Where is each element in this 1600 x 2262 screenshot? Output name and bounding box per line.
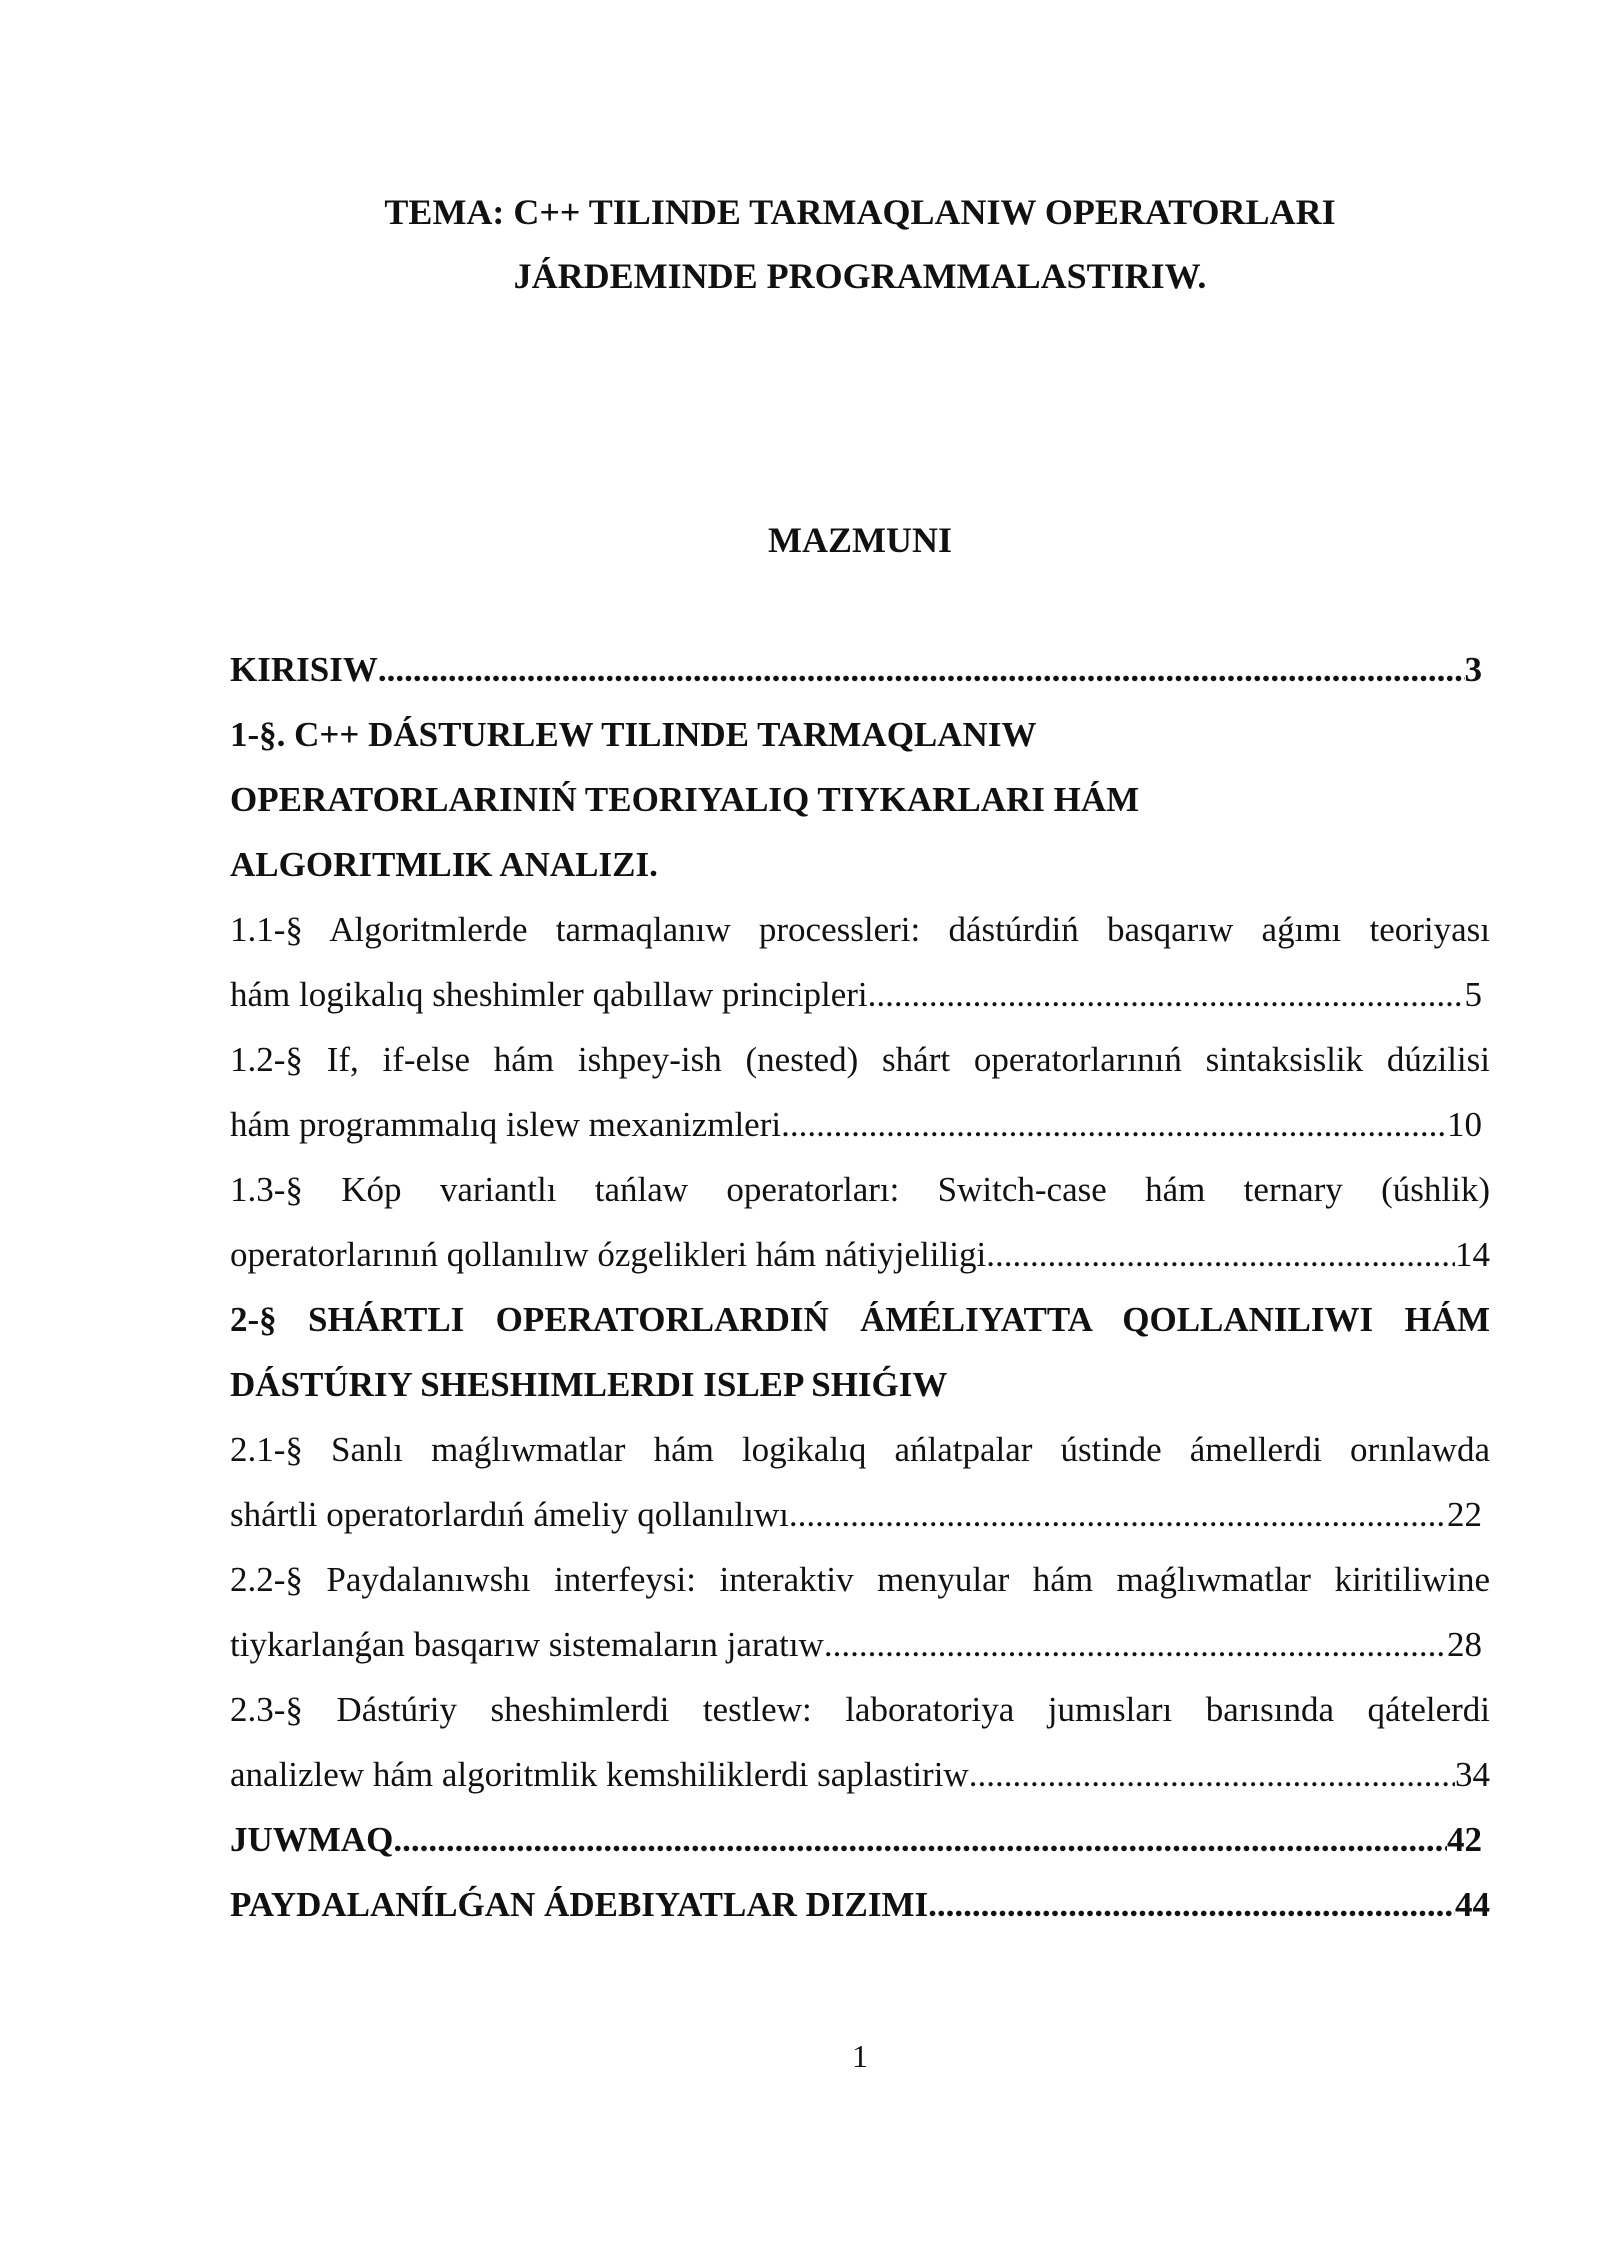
toc-leader-dots — [781, 1092, 1447, 1157]
toc-entry-text: hám programmalıq islew mexanizmleri — [230, 1105, 782, 1144]
toc-chapter-2-line-1: 2-§ SHÁRTLI OPERATORLARDIŃ ÁMÉLIYATTA QOLLANILIWI HÁM — [230, 1300, 1490, 1339]
toc-entry-text: PAYDALANÍLǴAN ÁDEBIYATLAR DIZIMI — [230, 1885, 929, 1924]
toc-section-2-1-line-1: 2.1-§ Sanlı maǵlıwmatlar hám logikalıq ańlatpalar ústinde ámellerdi orınlawda — [230, 1430, 1490, 1469]
toc-leader-dots — [789, 1482, 1447, 1547]
toc-section-1-1-line-2 — [230, 962, 1490, 1027]
toc-entry-text: operatorlarınıń qollanılıw ózgelikleri hám nátiyjeliligi — [230, 1235, 987, 1274]
toc-page-number: 14 — [1455, 1235, 1490, 1274]
toc-chapter-1-line-3: ALGORITMLIK ANALIZI. — [230, 845, 658, 884]
toc-leader-dots — [378, 637, 1465, 702]
toc-entry-text: hám logikalıq sheshimler qabıllaw principleri — [230, 975, 868, 1014]
contents-heading: MAZMUNI — [768, 520, 952, 560]
toc-leader-dots — [868, 962, 1465, 1027]
toc-section-2-2-line-1: 2.2-§ Paydalanıwshı interfeysi: interaktiv menyular hám maǵlıwmatlar kiritiliwine — [230, 1560, 1490, 1599]
page-number: 1 — [852, 2038, 868, 2074]
toc-section-2-3-line-1: 2.3-§ Dástúriy sheshimlerdi testlew: laboratoriya jumısları barısında qátelerdi — [230, 1690, 1490, 1729]
toc-page-number: 3 — [1464, 650, 1482, 689]
toc-page-number: 28 — [1447, 1625, 1482, 1664]
toc-chapter-1-line-1: 1-§. C++ DÁSTURLEW TILINDE TARMAQLANIW — [230, 715, 1037, 754]
title-line-1: TEMA: C++ TILINDE TARMAQLANIW OPERATORLARI — [384, 192, 1336, 232]
toc-entry-text: KIRISIW — [230, 650, 378, 689]
toc-entry-text: shártli operatorlardıń ámeliy qollanılıwı — [230, 1495, 789, 1534]
toc-section-1-3-line-2 — [230, 1222, 1490, 1287]
document-title — [230, 180, 1490, 308]
toc-chapter-2-line-2: DÁSTÚRIY SHESHIMLERDI ISLEP SHIǴIW — [230, 1365, 948, 1404]
toc-page-number: 44 — [1455, 1885, 1490, 1924]
toc-section-1-2-line-2 — [230, 1092, 1490, 1157]
toc-leader-dots — [824, 1612, 1447, 1677]
toc-leader-dots — [928, 1872, 1455, 1937]
table-of-contents — [230, 637, 1490, 1937]
toc-page-number: 42 — [1447, 1820, 1482, 1859]
toc-section-1-1-line-1: 1.1-§ Algoritmlerde tarmaqlanıw processleri: dástúrdiń basqarıw aǵımı teoriyası — [230, 910, 1490, 949]
toc-section-2-2-line-2 — [230, 1612, 1490, 1677]
title-line-2: JÁRDEMINDE PROGRAMMALASTIRIW. — [513, 256, 1207, 296]
toc-leader-dots — [986, 1222, 1455, 1287]
toc-entry-references — [230, 1872, 1490, 1937]
toc-page-number: 34 — [1455, 1755, 1490, 1794]
toc-entry-text: analizlew hám algoritmlik kemshiliklerdi saplastiriw — [230, 1755, 969, 1794]
toc-page-number: 10 — [1447, 1105, 1482, 1144]
toc-section-2-3-line-2 — [230, 1742, 1490, 1807]
toc-entry-intro — [230, 637, 1490, 702]
toc-page-number: 5 — [1464, 975, 1482, 1014]
toc-leader-dots — [393, 1807, 1447, 1872]
toc-entry-text: JUWMAQ — [230, 1820, 394, 1859]
toc-page-number: 22 — [1447, 1495, 1482, 1534]
toc-chapter-1-line-2: OPERATORLARINIŃ TEORIYALIQ TIYKARLARI HÁM — [230, 780, 1140, 819]
toc-entry-text: tiykarlanǵan basqarıw sistemaların jaratıw — [230, 1625, 824, 1664]
toc-leader-dots — [969, 1742, 1455, 1807]
toc-section-1-3-line-1: 1.3-§ Kóp variantlı tańlaw operatorları: Switch-case hám ternary (úshlik) — [230, 1170, 1490, 1209]
toc-section-2-1-line-2 — [230, 1482, 1490, 1547]
toc-section-1-2-line-1: 1.2-§ If, if-else hám ishpey-ish (nested) shárt operatorlarınıń sintaksislik dúzilisi — [230, 1040, 1490, 1079]
toc-entry-conclusion — [230, 1807, 1490, 1872]
